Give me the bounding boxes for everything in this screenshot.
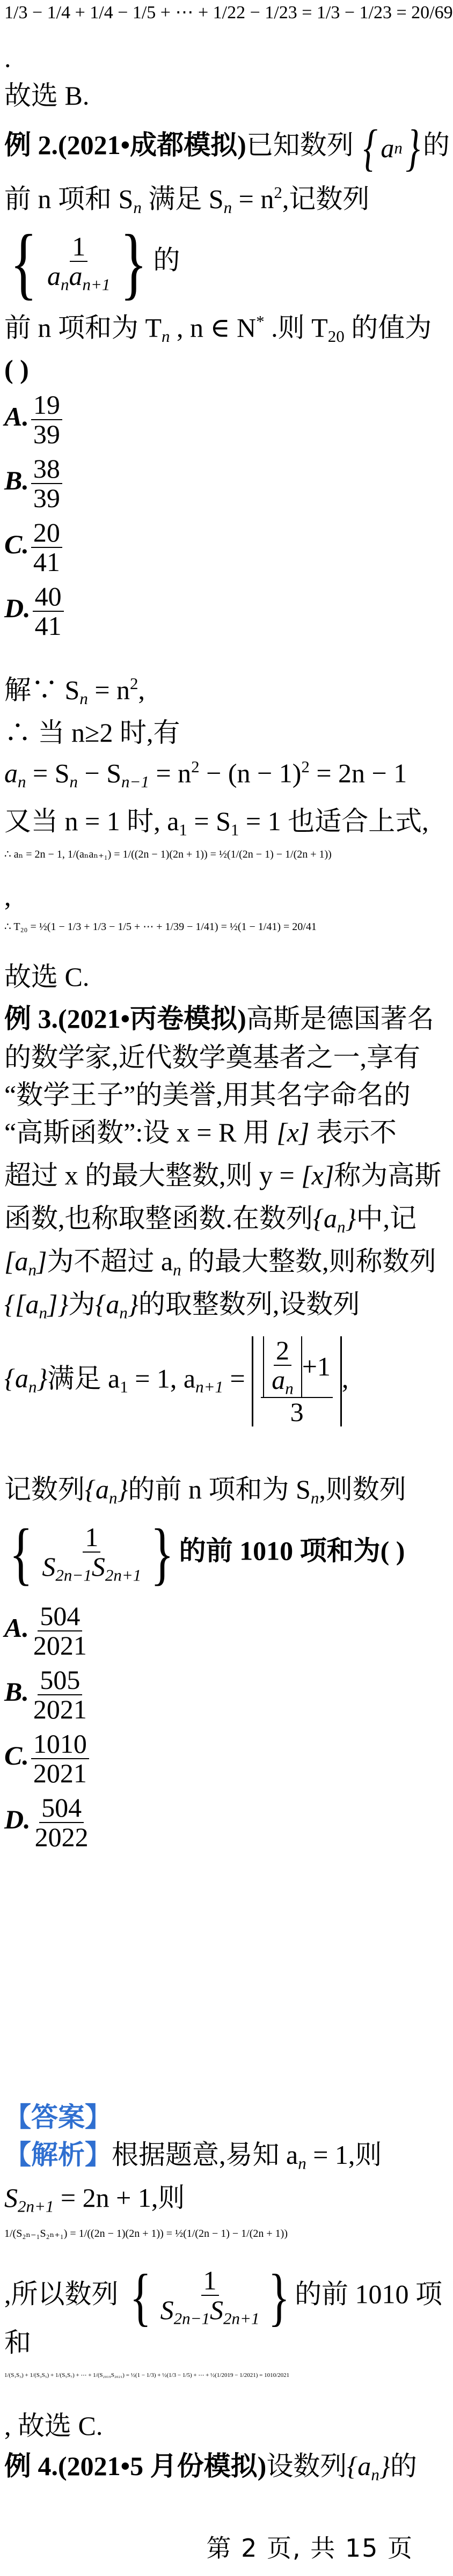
example2-label: 例 2.(2021•成都模拟) — [4, 129, 246, 160]
example3-stem-line3: “数学王子”的美誉,用其名字命名的 — [4, 1080, 411, 1110]
option-a: A. $\frac{19}{39}$ — [4, 391, 425, 448]
option-b: B. $\frac{38}{39}$ — [4, 455, 425, 512]
example3-stem-line10: 记数列$\{a_n\}$的前 n 项和为 $S_n$,则数列 — [4, 1474, 406, 1507]
option-c: C. $\frac{1010}{2021}$ — [4, 1730, 425, 1787]
example3-label: 例 3.(2021•丙卷模拟) — [4, 1004, 246, 1034]
analysis-line2: $S_{2n+1} = 2n + 1$,则 — [4, 2183, 185, 2216]
example2-solution-line5: ∴ aₙ = 2n − 1, 1/(aₙaₙ₊₁) = 1/((2n − 1)(2n + 1)) = ½(1/(2n − 1) − 1/(2n + 1)) — [4, 848, 332, 860]
telescoping-sum-line — [4, 2, 453, 24]
floor-expression: $\frac{2}{a_n}$ +1 3 — [252, 1336, 342, 1426]
example2-stem-line1: 例 2.(2021•成都模拟)已知数列 { a n } 的 — [4, 119, 450, 176]
option-a: A. $\frac{504}{2021}$ — [4, 1601, 87, 1660]
example1-answer: 故选 B. — [4, 80, 90, 111]
example3-stem-line2: 的数学家,近代数学奠基者之一,享有 — [4, 1042, 420, 1072]
example3-stem-line1: 例 3.(2021•丙卷模拟)高斯是德国著名 — [4, 1004, 434, 1034]
example3-answer: , 故选 C. — [4, 2411, 103, 2441]
sum-end-dot: . — [4, 43, 11, 73]
example3-stem-line7: $[a_n]$为不超过 $a_n$ 的最大整数,则称数列 — [4, 1246, 436, 1279]
example2-solution-line2: ∴ 当 n≥2 时,有 — [4, 718, 180, 748]
example3-stem-line6: 函数,也称取整函数.在数列$\{a_n\}$中,记 — [4, 1203, 417, 1236]
analysis-line6: 1/(S₁S₃) + 1/(S₃S₅) + 1/(S₅S₇) + ⋯ + 1/(S₂₀₁₉S₂₀₂₁) = ½(1 − 1/3) + ½(1/3 − 1/5) + ⋯ + ½(1/2019 − 1/2021) = 1010/2021 — [4, 2372, 290, 2379]
analysis-line5: 和 — [4, 2328, 31, 2358]
option-c: C. $\frac{20}{41}$ — [4, 518, 425, 576]
option-b: B. $\frac{505}{2021}$ — [4, 1665, 87, 1724]
analysis-line4: ,所以数列 { $\frac{1}{S_{2n-1}S_{2n+1}}$ } 的前 1010 项 — [4, 2261, 443, 2332]
example3-stem-line4: “高斯函数”:设 x = R 用 [x] 表示不 — [4, 1117, 397, 1147]
example2-stem-line2: 前 n 项和 $S_n$ 满足 $S_n = n^2$,记数列 — [4, 183, 370, 217]
example2-answer-paren: ( ) — [4, 354, 29, 384]
example4-stem: 例 4.(2021•5 月份模拟)设数列$\{a_n\}$的 — [4, 2451, 417, 2484]
example2-solution-line3: $a_n = S_n - S_{n-1} = n^2 - (n - 1)^2 = 2n - 1$ — [4, 757, 407, 791]
example3-stem-line5: 超过 x 的最大整数,则 y = [x]称为高斯 — [4, 1160, 442, 1190]
example3-stem-line11: { $\frac{1}{S_{2n-1}S_{2n+1}}$ } 的前 1010 项和为( ) — [9, 1515, 405, 1592]
analysis-line1: 【解析】根据题意,易知 $a_n = 1$,则 — [4, 2140, 382, 2173]
telescoping-sum-formula: 1/3 − 1/4 + 1/4 − 1/5 + ⋯ + 1/22 − 1/23 = 1/3 − 1/23 = 20/69 — [4, 3, 453, 23]
example2-solution-comma: , — [4, 881, 11, 911]
option-d: D. $\frac{40}{41}$ — [4, 582, 425, 640]
example3-recurrence: $\{a_n\}$满足 $a_1 = 1$, $a_{n+1}$ = $\frac{2}{a_n}$ +1 3 , — [4, 1335, 349, 1428]
example2-options — [4, 391, 425, 646]
option-d: D. $\frac{504}{2022}$ — [4, 1792, 89, 1852]
example2-solution-line6: ∴ T₂₀ = ½(1 − 1/3 + 1/3 − 1/5 + ⋯ + 1/39 − 1/41) = ½(1 − 1/41) = 20/41 — [4, 921, 317, 933]
page-footer: 第 2 页, 共 15 页 — [206, 2534, 413, 2563]
example2-reciprocal-sequence: { $\frac{1}{a_na_{n+1}}$ } 的 — [10, 218, 180, 308]
example2-solution-line4: 又当 n = 1 时, $a_1 = S_1 = 1$ 也适合上式, — [4, 806, 429, 839]
answer-tag: 【答案】 — [4, 2102, 112, 2132]
example2-solution-line1: 解∵ $S_n = n^2$, — [4, 674, 145, 708]
example3-stem-line8: $\{[a_n]\}$为$\{a_n\}$的取整数列,设数列 — [4, 1289, 360, 1322]
example2-answer: 故选 C. — [4, 962, 90, 992]
example3-options — [4, 1602, 425, 1857]
example2-stem-line4: 前 n 项和为 $T_n$ , n ∈ N* .则 $T_{20}$ 的值为 — [4, 312, 432, 346]
analysis-line3: 1/(S₂ₙ₋₁S₂ₙ₊₁) = 1/((2n − 1)(2n + 1)) = ½(1/(2n − 1) − 1/(2n + 1)) — [4, 2228, 288, 2240]
